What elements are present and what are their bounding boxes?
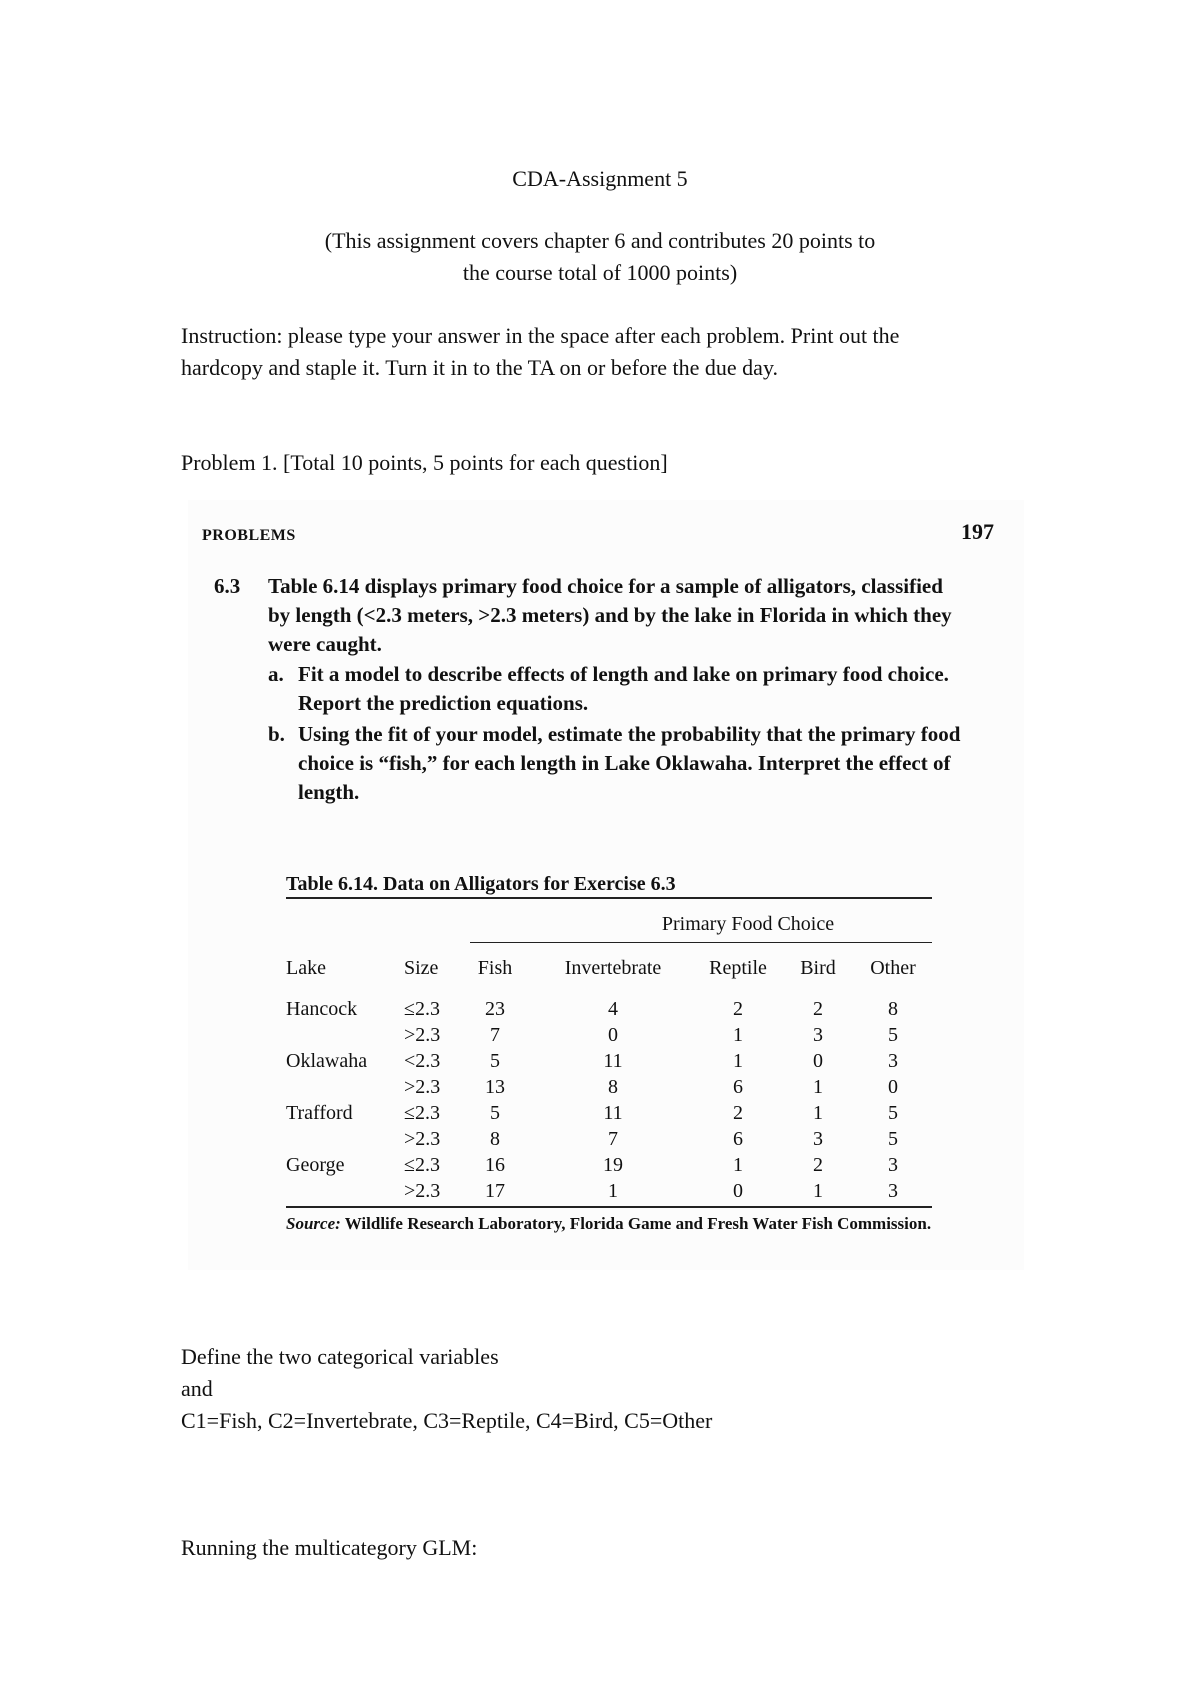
cell-other: 3 <box>888 1050 898 1072</box>
cell-fish: 8 <box>490 1128 500 1150</box>
exercise-intro-line1: Table 6.14 displays primary food choice for a sample of alligators, classified <box>268 574 943 598</box>
cell-lake: George <box>286 1154 345 1176</box>
cell-bird: 1 <box>813 1102 823 1124</box>
table-span-header: Primary Food Choice <box>661 913 835 935</box>
cell-other: 5 <box>888 1128 898 1150</box>
cell-lake: Oklawaha <box>286 1050 368 1072</box>
cell-other: 5 <box>888 1024 898 1046</box>
cell-size: >2.3 <box>404 1180 441 1202</box>
answer-line3: C1=Fish, C2=Invertebrate, C3=Reptile, C4=Bird, C5=Other <box>181 1408 713 1433</box>
answer-line4: Running the multicategory GLM: <box>181 1535 478 1560</box>
part-a-line1: Fit a model to describe effects of length and lake on primary food choice. <box>298 662 949 686</box>
cell-fish: 17 <box>485 1180 505 1202</box>
table-row <box>188 1123 1024 1149</box>
exercise-intro <box>268 572 1004 659</box>
table-row <box>188 993 1024 1019</box>
cell-invertebrate: 1 <box>608 1180 618 1202</box>
instruction-line1: Instruction: please type your answer in the space after each problem. Print out the <box>181 323 900 348</box>
cell-reptile: 2 <box>733 1102 743 1124</box>
cell-lake: Hancock <box>286 998 358 1020</box>
table-row <box>188 1071 1024 1097</box>
instruction-line2: hardcopy and staple it. Turn it in to the TA on or before the due day. <box>181 355 779 380</box>
excerpt-page-number: 197 <box>961 519 994 544</box>
col-header-fish: Fish <box>477 957 513 979</box>
cell-bird: 0 <box>813 1050 823 1072</box>
cell-fish: 13 <box>485 1076 505 1098</box>
part-a-text <box>298 660 1004 718</box>
source-label: Source: <box>286 1214 341 1233</box>
cell-reptile: 6 <box>733 1128 743 1150</box>
problem1-heading: Problem 1. [Total 10 points, 5 points for each question] <box>181 450 668 475</box>
cell-invertebrate: 11 <box>603 1102 623 1124</box>
cell-invertebrate: 8 <box>608 1076 618 1098</box>
assignment-subtitle-line2: the course total of 1000 points) <box>462 260 738 285</box>
cell-invertebrate: 0 <box>608 1024 618 1046</box>
table-top-rule <box>286 897 932 899</box>
cell-size: >2.3 <box>404 1076 441 1098</box>
cell-reptile: 1 <box>733 1154 743 1176</box>
cell-fish: 23 <box>485 998 505 1020</box>
cell-fish: 5 <box>490 1050 500 1072</box>
table-span-rule <box>470 942 932 943</box>
part-b-line3: length. <box>298 780 360 804</box>
cell-size: ≤2.3 <box>404 1154 440 1176</box>
table-row <box>188 1045 1024 1071</box>
exercise-intro-line2: by length (<2.3 meters, >2.3 meters) and by the lake in Florida in which they <box>268 603 952 627</box>
cell-other: 5 <box>888 1102 898 1124</box>
table-row <box>188 1097 1024 1123</box>
excerpt-section-label: PROBLEMS <box>202 527 296 544</box>
table-title: Table 6.14. Data on Alligators for Exercise 6.3 <box>286 873 676 895</box>
textbook-excerpt <box>188 500 1024 1270</box>
exercise-number: 6.3 <box>214 574 241 598</box>
col-header-other: Other <box>870 957 916 979</box>
cell-invertebrate: 7 <box>608 1128 618 1150</box>
table-row <box>188 1019 1024 1045</box>
assignment-subtitle-line1: (This assignment covers chapter 6 and contributes 20 points to <box>324 228 876 253</box>
cell-bird: 2 <box>813 1154 823 1176</box>
col-header-size: Size <box>404 957 439 979</box>
part-b-label: b. <box>268 722 285 746</box>
assignment-title: CDA-Assignment 5 <box>512 166 688 191</box>
exercise-intro-line3: were caught. <box>268 632 382 656</box>
answer-line1: Define the two categorical variables <box>181 1344 499 1369</box>
cell-other: 3 <box>888 1154 898 1176</box>
cell-reptile: 1 <box>733 1024 743 1046</box>
cell-fish: 5 <box>490 1102 500 1124</box>
cell-fish: 16 <box>485 1154 505 1176</box>
cell-reptile: 0 <box>733 1180 743 1202</box>
part-b-text <box>298 720 1004 807</box>
cell-size: ≤2.3 <box>404 1102 440 1124</box>
col-header-reptile: Reptile <box>709 957 767 979</box>
source-text: Wildlife Research Laboratory, Florida Game and Fresh Water Fish Commission. <box>344 1214 932 1233</box>
cell-bird: 2 <box>813 998 823 1020</box>
cell-reptile: 1 <box>733 1050 743 1072</box>
part-a-label: a. <box>268 662 284 686</box>
col-header-lake: Lake <box>286 957 326 979</box>
cell-size: ≤2.3 <box>404 998 440 1020</box>
cell-invertebrate: 19 <box>603 1154 623 1176</box>
col-header-invertebrate: Invertebrate <box>564 957 662 979</box>
part-b-line2: choice is “fish,” for each length in Lake Oklawaha. Interpret the effect of <box>298 751 951 775</box>
cell-lake: Trafford <box>286 1102 353 1124</box>
table-header-row <box>188 952 1024 978</box>
part-b-line1: Using the fit of your model, estimate the probability that the primary food <box>298 722 961 746</box>
cell-other: 0 <box>888 1076 898 1098</box>
answer-line2: and <box>181 1376 213 1401</box>
table-row <box>188 1149 1024 1175</box>
part-a-line2: Report the prediction equations. <box>298 691 589 715</box>
cell-other: 3 <box>888 1180 898 1202</box>
cell-other: 8 <box>888 998 898 1020</box>
cell-invertebrate: 4 <box>608 998 618 1020</box>
table-row <box>188 1175 1024 1201</box>
cell-bird: 1 <box>813 1076 823 1098</box>
cell-bird: 3 <box>813 1024 823 1046</box>
table-bottom-rule <box>286 1206 932 1208</box>
cell-size: >2.3 <box>404 1128 441 1150</box>
col-header-bird: Bird <box>800 957 836 979</box>
cell-reptile: 6 <box>733 1076 743 1098</box>
cell-bird: 1 <box>813 1180 823 1202</box>
cell-size: <2.3 <box>404 1050 441 1072</box>
table-source <box>286 1213 932 1235</box>
cell-bird: 3 <box>813 1128 823 1150</box>
cell-reptile: 2 <box>733 998 743 1020</box>
cell-fish: 7 <box>490 1024 500 1046</box>
cell-invertebrate: 11 <box>603 1050 623 1072</box>
cell-size: >2.3 <box>404 1024 441 1046</box>
